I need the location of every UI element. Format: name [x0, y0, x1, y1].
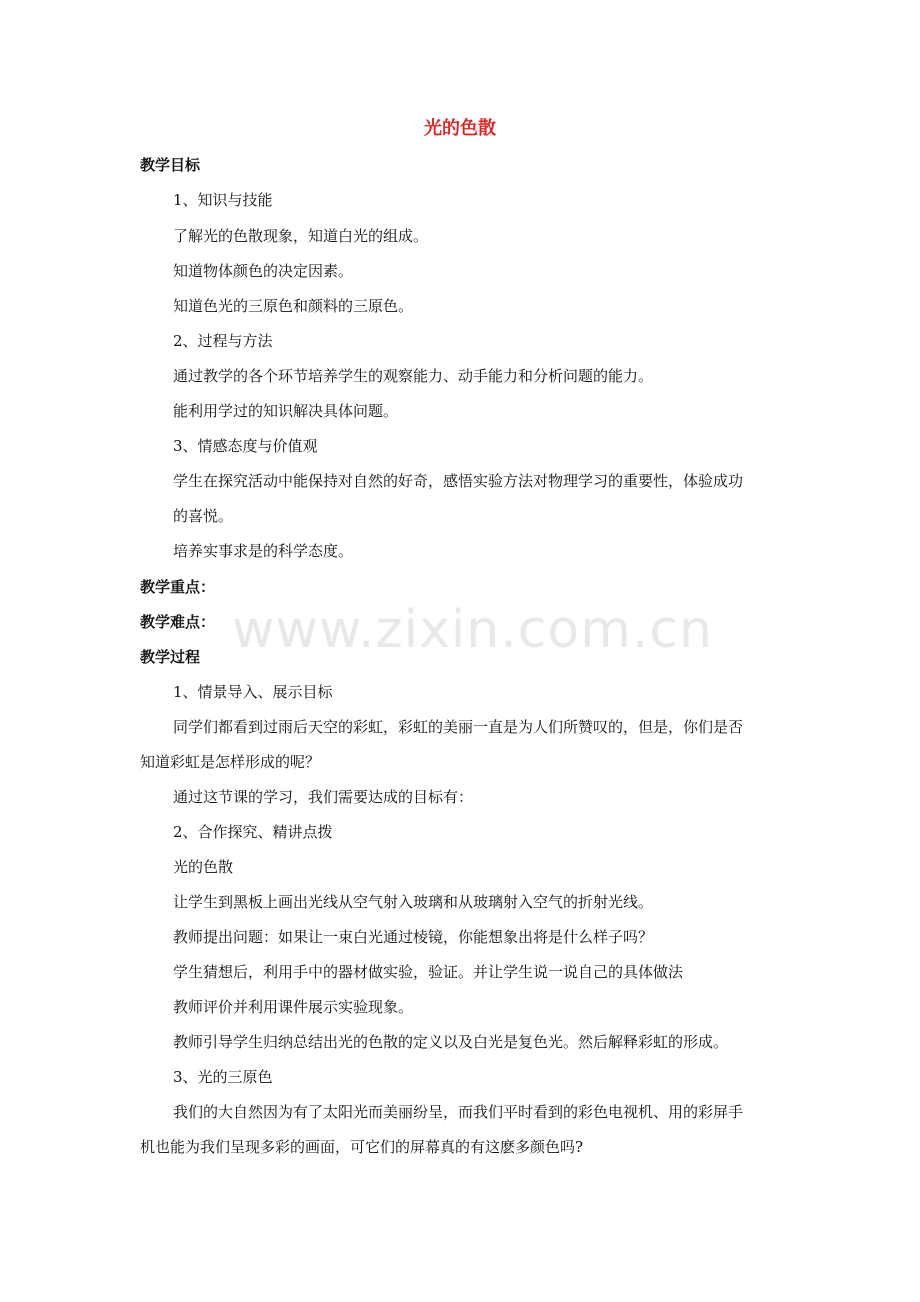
subheading-cooperative-inquiry: 2、合作探究、精讲点拨 — [173, 823, 333, 841]
paragraph: 学生在探究活动中能保持对自然的好奇，感悟实验方法对物理学习的重要性，体验成功 — [173, 472, 744, 490]
paragraph: 教师评价并利用课件展示实验现象。 — [173, 998, 414, 1016]
paragraph: 知道物体颜色的决定因素。 — [173, 262, 354, 280]
paragraph: 同学们都看到过雨后天空的彩虹，彩虹的美丽一直是为人们所赞叹的，但是，你们是否 — [173, 718, 744, 736]
paragraph: 通过这节课的学习，我们需要达成的目标有： — [173, 788, 474, 806]
paragraph: 教师引导学生归纳总结出光的色散的定义以及白光是复色光。然后解释彩虹的形成。 — [173, 1033, 729, 1051]
watermark: www.zixin.com.cn — [232, 600, 713, 660]
paragraph: 教师提出问题：如果让一束白光通过棱镜，你能想象出将是什么样子吗？ — [173, 928, 654, 946]
paragraph: 能利用学过的知识解决具体问题。 — [173, 402, 399, 420]
subheading-introduction: 1、情景导入、展示目标 — [173, 683, 333, 701]
paragraph-continuation: 机也能为我们呈现多彩的画面，可它们的屏幕真的有这麽多颜色吗? — [140, 1138, 584, 1156]
paragraph: 我们的大自然因为有了太阳光而美丽纷呈，而我们平时看到的彩色电视机、用的彩屏手 — [173, 1103, 744, 1121]
section-heading-objectives: 教学目标 — [140, 156, 201, 174]
document-title: 光的色散 — [424, 118, 496, 139]
section-heading-difficulties: 教学难点： — [140, 613, 216, 631]
paragraph-continuation: 的喜悦。 — [173, 507, 234, 525]
paragraph: 让学生到黑板上画出光线从空气射入玻璃和从玻璃射入空气的折射光线。 — [173, 893, 654, 911]
paragraph: 光的色散 — [173, 858, 234, 876]
paragraph-continuation: 知道彩虹是怎样形成的呢？ — [140, 753, 321, 771]
subheading-knowledge-skills: 1、知识与技能 — [173, 191, 273, 209]
subheading-process-method: 2、过程与方法 — [173, 332, 273, 350]
paragraph: 学生猜想后，利用手中的器材做实验，验证。并让学生说一说自己的具体做法 — [173, 963, 684, 981]
paragraph: 了解光的色散现象，知道白光的组成。 — [173, 227, 429, 245]
paragraph: 知道色光的三原色和颜料的三原色。 — [173, 297, 414, 315]
section-heading-process: 教学过程 — [140, 648, 201, 666]
subheading-attitude-values: 3、情感态度与价值观 — [173, 437, 318, 455]
subheading-three-primary-colors: 3、光的三原色 — [173, 1068, 273, 1086]
section-heading-key-points: 教学重点： — [140, 578, 216, 596]
paragraph: 培养实事求是的科学态度。 — [173, 542, 354, 560]
paragraph: 通过教学的各个环节培养学生的观察能力、动手能力和分析问题的能力。 — [173, 367, 654, 385]
